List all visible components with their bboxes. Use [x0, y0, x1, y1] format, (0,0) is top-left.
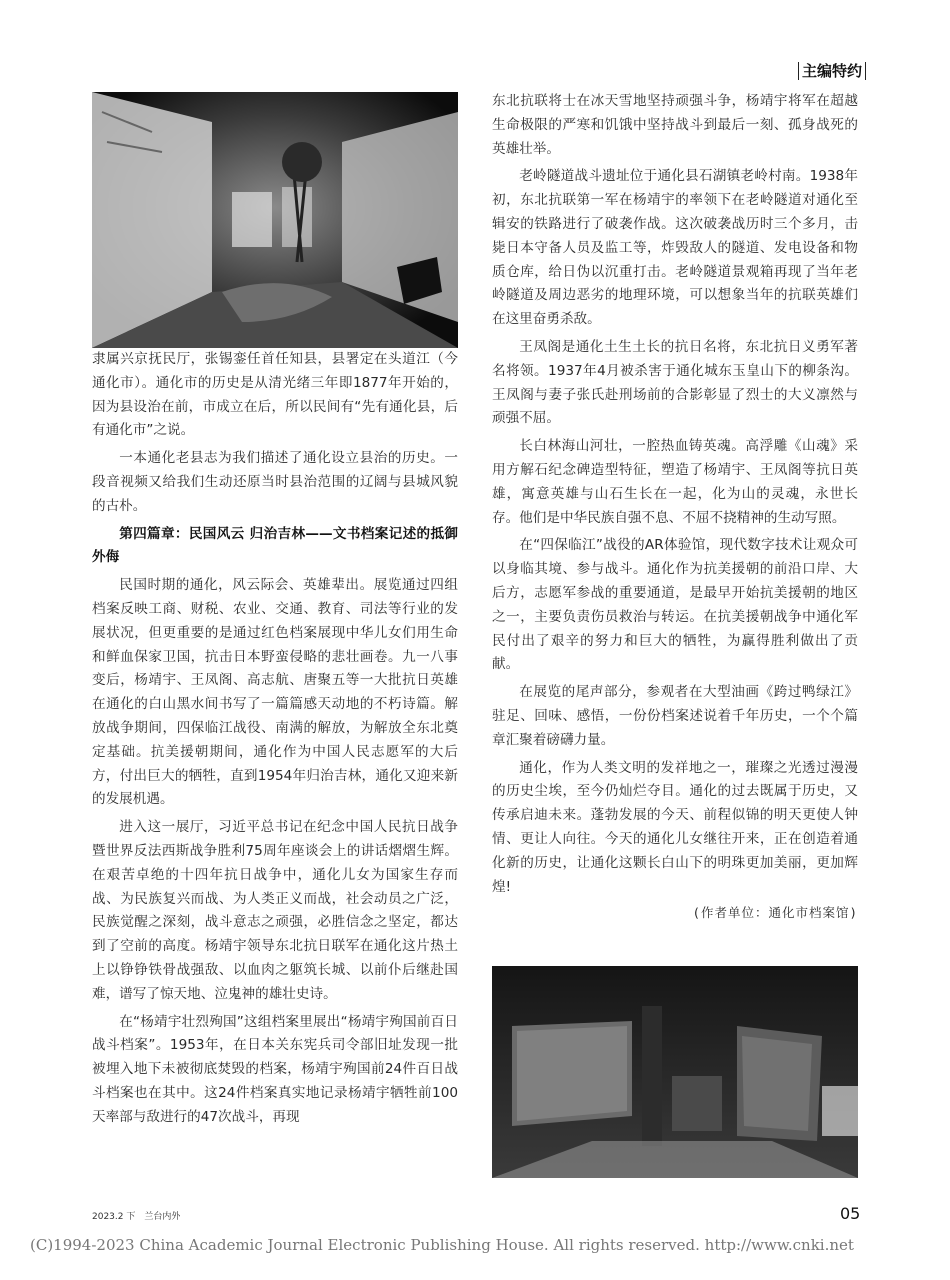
issue-label: 2023.2 下 兰台内外	[92, 1212, 181, 1222]
paragraph: 在展览的尾声部分，参观者在大型油画《跨过鸭绿江》驻足、回味、感悟，一份份档案述说着千年历史，一个个篇章汇聚着磅礴力量。	[492, 684, 858, 748]
paragraph: 在“杨靖宇壮烈殉国”这组档案里展出“杨靖宇殉国前百日战斗档案”。1953年，在日本关东宪兵司令部旧址发现一批被埋入地下未被彻底焚毁的档案，杨靖宇殉国前24件百日战斗档案也在其中。这24件档案真实地记录杨靖宇牺牲前100天率部与敌进行的47次战斗，再现	[92, 1013, 458, 1125]
exhibition-hall-photo	[92, 92, 458, 348]
page-number: 05	[840, 1204, 861, 1223]
section-tag: 主编特约	[798, 62, 866, 80]
paragraph: 老岭隧道战斗遗址位于通化县石湖镇老岭村南。1938年初，东北抗联第一军在杨靖宇的率领下在老岭隧道对通化至辑安的铁路进行了破袭作战。这次破袭战历时三个多月，击毙日本守备人员及监工等，炸毁敌人的隧道、发电设备和物质仓库，给日伪以沉重打击。老岭隧道景观箱再现了当年老岭隧道及周边恶劣的地理环境，可以想象当年的抗联英雄们在这里奋勇杀敌。	[492, 168, 858, 328]
paragraph: 民国时期的通化，风云际会、英雄辈出。展览通过四组档案反映工商、财税、农业、交通、教育、司法等行业的发展状况，但更重要的是通过红色档案展现中华儿女们用生命和鲜血保家卫国，抗击日本野蛮侵略的悲壮画卷。九一八事变后，杨靖宇、王凤阁、高志航、唐聚五等一大批抗日英雄在通化的白山黑水间书写了一篇篇感天动地的不朽诗篇。解放战争期间，四保临江战役、南满的解放，为解放全东北奠定基础。抗美援朝期间，通化作为中国人民志愿军的大后方，付出巨大的牺牲，直到1954年归治吉林，通化又迎来新的发展机遇。	[92, 577, 458, 808]
paragraph: 一本通化老县志为我们描述了通化设立县治的历史。一段音视频又给我们生动还原当时县治范围的辽阔与县城风貌的古朴。	[92, 450, 458, 514]
museum-gallery-photo	[492, 966, 858, 1178]
paragraph: 王凤阁是通化土生土长的抗日名将，东北抗日义勇军著名将领。1937年4月被杀害于通化城东玉皇山下的柳条沟。王凤阁与妻子张氏赴刑场前的合影彰显了烈士的大义凛然与顽强不屈。	[492, 338, 858, 427]
chapter-heading: 第四篇章：民国风云 归治吉林——文书档案记述的抵御外侮	[92, 525, 458, 566]
copyright-line: (C)1994-2023 China Academic Journal Electronic Publishing House. All rights reserved. http://www.cnki.net	[30, 1236, 854, 1254]
paragraph: 在“四保临江”战役的AR体验馆，现代数字技术让观众可以身临其境、参与战斗。通化作为抗美援朝的前沿口岸、大后方，志愿军参战的重要通道，是最早开始抗美援朝的地区之一，主要负责伤员救治与转运。在抗美援朝战争中通化军民付出了艰辛的努力和巨大的牺牲，为赢得胜利做出了贡献。	[492, 537, 858, 673]
left-text-column	[92, 348, 458, 1130]
paragraph: 长白林海山河壮，一腔热血铸英魂。高浮雕《山魂》采用方解石纪念碑造型特征，塑造了杨靖宇、王凤阁等抗日英雄，寓意英雄与山石生长在一起，化为山的灵魂，永世长存。他们是中华民族自强不息、不屈不挠精神的生动写照。	[492, 438, 858, 526]
paragraph: 进入这一展厅，习近平总书记在纪念中国人民抗日战争暨世界反法西斯战争胜利75周年座谈会上的讲话熠熠生辉。在艰苦卓绝的十四年抗日战争中，通化儿女为国家生存而战、为民族复兴而战、为人类正义而战，社会动员之广泛，民族觉醒之深刻，战斗意志之顽强，必胜信念之坚定，都达到了空前的高度。杨靖宇领导东北抗日联军在通化这片热土上以铮铮铁骨战强敌、以血肉之躯筑长城、以前仆后继赴国难，谱写了惊天地、泣鬼神的雄壮史诗。	[92, 819, 458, 1002]
author-affiliation: (作者单位：通化市档案馆)	[692, 905, 858, 921]
right-text-column	[492, 90, 858, 925]
paragraph: 隶属兴京抚民厅，张锡銮任首任知县，县署定在头道江（今通化市）。通化市的历史是从清光绪三年即1877年开始的，因为县设治在前，市成立在后，所以民间有“先有通化县，后有通化市”之说。	[92, 351, 458, 439]
paragraph: 通化，作为人类文明的发祥地之一，璀璨之光透过漫漫的历史尘埃，至今仍灿烂夺目。通化的过去既属于历史，又传承启迪未来。蓬勃发展的今天、前程似锦的明天更使人钟情、更让人向往。今天的通化儿女继往开来，正在创造着通化新的历史，让通化这颗长白山下的明珠更加美丽，更加辉煌!	[492, 759, 858, 895]
paragraph: 东北抗联将士在冰天雪地坚持顽强斗争，杨靖宇将军在超越生命极限的严寒和饥饿中坚持战斗到最后一刻、孤身战死的英雄壮举。	[492, 93, 858, 157]
